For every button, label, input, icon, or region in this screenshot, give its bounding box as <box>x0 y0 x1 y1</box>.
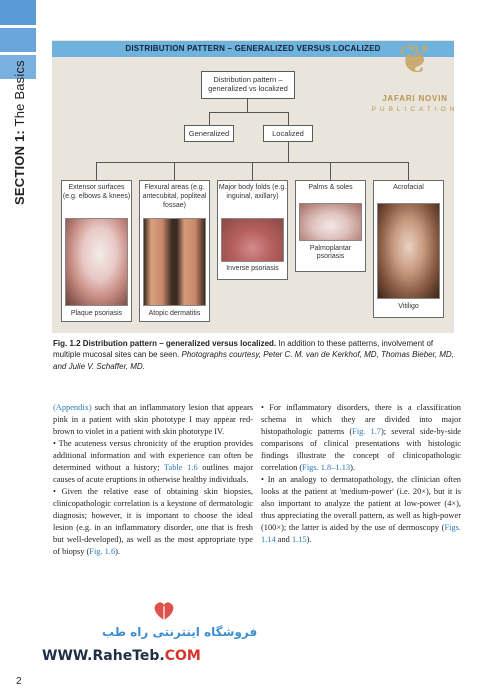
publisher-sub: PUBLICATION <box>371 106 459 113</box>
paragraph-text: ); several side-by-side comparisons of clinical presentations with histologic findings illustrate the concept of clinicopathologic correlation ( <box>261 427 461 473</box>
paragraph <box>53 438 253 486</box>
body-column-left <box>53 402 253 558</box>
paragraph-text: ). <box>115 547 121 557</box>
store-url-main: WWW.RaheTeb. <box>42 648 165 664</box>
paragraph <box>261 402 461 474</box>
paragraph-text: ). <box>350 463 355 473</box>
figure-caption <box>53 338 457 372</box>
connector-line <box>408 162 409 180</box>
caption-body: In addition to these patterns, involvement of multiple mucosal sites can be seen. <box>53 339 434 360</box>
figure-link[interactable]: Fig. 1.7 <box>352 427 381 437</box>
paragraph-text: • Given the relative ease of obtaining skin biopsies, clinicopathologic correlation is a keystone of dermatologic diagnosis; however, it is important to choose the ideal lesion (e.g. in an inflammatory disorder, one that is fresh but well-developed), as well as the most appropriate type of biopsy ( <box>53 487 253 557</box>
caption-credit: Photographs courtesy, Peter C. M. van de Kerkhof, MD, Thomas Bieber, MD, and Julie V. Schaffer, MD. <box>53 350 454 371</box>
clinical-photo <box>377 203 440 299</box>
paragraph-text: outlines major causes of acute eruptions in otherwise healthy individuals. <box>53 463 253 485</box>
store-name-fa: فروشگاه اینترنتی راه طب <box>102 625 258 639</box>
caption-lead: Fig. 1.2 Distribution pattern – generalized versus localized. <box>53 339 277 348</box>
paragraph <box>261 474 461 546</box>
figure-link[interactable]: Figs. 1.8–1.13 <box>302 463 351 473</box>
paragraph-text: • The acuteness versus chronicity of the eruption provides additional information and with experience can often be determined without a history; <box>53 439 253 473</box>
connector-line <box>288 112 289 125</box>
connector-line <box>288 142 289 162</box>
connector-line <box>174 162 175 180</box>
store-watermark <box>40 600 280 670</box>
panel-caption: Vitiligo <box>398 303 419 310</box>
panel-heading: Extensor surfaces (e.g. elbows & knees) <box>62 184 131 200</box>
section-prefix: SECTION 1: <box>12 130 27 205</box>
section-label <box>12 60 27 205</box>
paragraph-text: such that an inflammatory lesion that appears pink in a patient with skin phototype I may appear red-brown to violet in a patient with skin phototype IV. <box>53 403 253 437</box>
panel-palms-soles <box>295 180 366 272</box>
section-tab-block <box>0 28 36 52</box>
generalized-box: Generalized <box>184 125 234 142</box>
section-tab-block <box>0 0 36 25</box>
panel-caption: Inverse psoriasis <box>226 265 279 272</box>
connector-line <box>330 162 331 180</box>
panel-heading: Major body folds (e.g. inguinal, axillary) <box>218 184 287 200</box>
figure-title: DISTRIBUTION PATTERN – GENERALIZED VERSUS LOCALIZED <box>52 41 454 57</box>
connector-line <box>96 162 97 180</box>
paragraph-text: • For inflammatory disorders, there is a classification schema in which they are divided into major histopathologic patterns ( <box>261 403 461 437</box>
store-url-tld: COM <box>164 648 201 664</box>
connector-line <box>209 112 210 125</box>
localized-box: Localized <box>263 125 313 142</box>
section-title: The Basics <box>12 60 27 127</box>
body-column-right <box>261 402 461 546</box>
publisher-logo <box>350 30 480 125</box>
page-number: 2 <box>16 676 22 687</box>
table-link[interactable]: Table 1.6 <box>164 463 198 473</box>
panel-caption: Plaque psoriasis <box>70 310 123 317</box>
panel-acrofacial <box>373 180 444 318</box>
panel-caption: Atopic dermatitis <box>148 310 201 317</box>
panel-heading: Flexural areas (e.g. antecubital, popliteal fossae) <box>142 184 207 209</box>
clinical-photo <box>299 203 362 241</box>
panel-heading: Acrofacial <box>393 184 424 191</box>
paragraph-text: • In an analogy to dermatopathology, the clinician often looks at the patient at 'medium-power' (i.e. 20×), but it is also important to analyze the patient at low-power (4×), thus appreciating the overall pattern, as well as high-power (100×); the latter is aided by the use of dermoscopy ( <box>261 475 461 533</box>
paragraph-text: and <box>275 535 292 545</box>
paragraph <box>53 486 253 558</box>
store-logo-icon <box>150 600 178 622</box>
clinical-photo <box>65 218 128 306</box>
panel-caption: Palmoplantar psoriasis <box>309 245 352 261</box>
connector-line <box>247 99 248 112</box>
paragraph-text: ). <box>306 535 312 545</box>
figure-link[interactable]: 1.15 <box>291 535 307 545</box>
figure-link[interactable]: Figs. 1.14 <box>261 523 461 545</box>
connector-line <box>209 112 288 113</box>
panel-body-folds <box>217 180 288 280</box>
appendix-link[interactable]: (Appendix) <box>53 403 92 412</box>
figure-link[interactable]: Fig. 1.6 <box>89 547 116 557</box>
clinical-photo <box>143 218 206 306</box>
root-box: Distribution pattern – generalized vs localized <box>201 71 295 99</box>
paragraph <box>53 402 253 438</box>
clinical-photo <box>221 218 284 262</box>
panel-flexural <box>139 180 210 322</box>
calligraphy-logo-icon: ❦ <box>398 37 432 83</box>
store-url[interactable] <box>42 648 201 664</box>
connector-line <box>252 162 253 180</box>
panel-extensor <box>61 180 132 322</box>
panel-heading: Palms & soles <box>308 184 353 191</box>
publisher-name: JAFARI NOVIN <box>382 94 448 103</box>
